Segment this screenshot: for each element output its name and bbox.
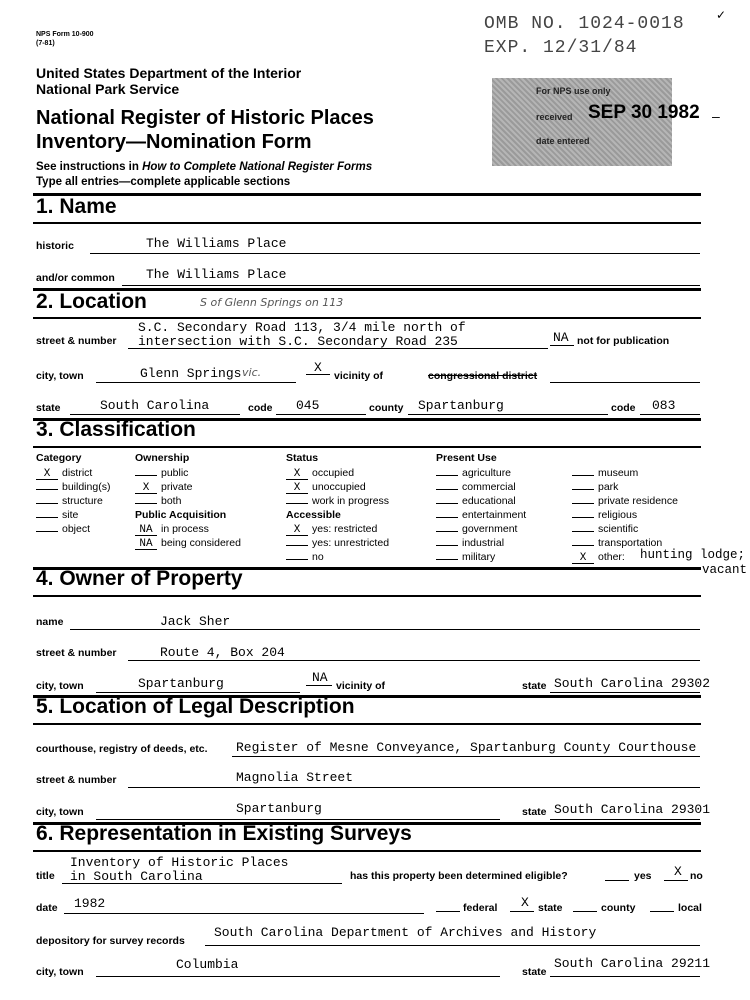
- county-value[interactable]: Spartanburg: [418, 398, 504, 413]
- eligible-question: has this property been determined eligible?: [350, 870, 568, 882]
- use-entertainment[interactable]: entertainment: [436, 508, 526, 522]
- common-label: and/or common: [36, 272, 115, 284]
- street-line-1[interactable]: S.C. Secondary Road 113, 3/4 mile north of: [138, 320, 466, 335]
- field-line: [122, 285, 700, 286]
- code-label: code: [248, 402, 273, 414]
- department: United States Department of the Interior: [36, 65, 302, 81]
- vicinity-label: vicinity of: [334, 370, 384, 382]
- category-structure[interactable]: structure: [36, 494, 110, 508]
- section-2-heading: 2. Location: [36, 290, 147, 313]
- section-rule: [33, 446, 701, 448]
- code2-value[interactable]: 083: [652, 398, 676, 413]
- service: National Park Service: [36, 81, 180, 97]
- other-value[interactable]: hunting lodge;: [640, 548, 746, 562]
- section-rule: [33, 317, 701, 319]
- ownership-public[interactable]: public: [135, 466, 241, 480]
- stamp-received-date: SEP 30 1982: [588, 102, 700, 123]
- owner-city-value[interactable]: Spartanburg: [138, 676, 224, 691]
- field-line: [96, 976, 500, 977]
- use-other[interactable]: X other:: [572, 550, 678, 564]
- field-line: [664, 880, 688, 881]
- ownership-list: [135, 466, 241, 550]
- form-title-1: National Register of Historic Places: [36, 107, 374, 129]
- field-line: [640, 414, 700, 415]
- section-rule: [33, 193, 701, 196]
- section-rule: [33, 595, 701, 597]
- field-line: [550, 976, 700, 977]
- section-4-heading: 4. Owner of Property: [36, 567, 243, 590]
- field-line: [96, 692, 300, 693]
- category-heading: Category: [36, 452, 82, 464]
- other-value-2[interactable]: vacant: [702, 563, 748, 577]
- status-occupied[interactable]: X occupied: [286, 466, 389, 480]
- instructions-2: Type all entries—complete applicable sections: [36, 176, 291, 188]
- field-line: [96, 819, 500, 820]
- field-line: [128, 348, 548, 349]
- instructions: See instructions in How to Complete National Register Forms: [36, 161, 373, 173]
- depository-value[interactable]: South Carolina Department of Archives and History: [214, 925, 597, 940]
- field-line: [205, 945, 700, 946]
- owner-name-label: name: [36, 616, 64, 628]
- ownership-both[interactable]: both: [135, 494, 241, 508]
- accessible-heading: Accessible: [286, 509, 341, 521]
- field-line: [306, 685, 332, 686]
- vicinity-mark[interactable]: X: [314, 360, 322, 375]
- local-survey-label: local: [678, 902, 702, 914]
- survey-title-label: title: [36, 870, 55, 882]
- historic-label: historic: [36, 240, 74, 252]
- legal-city-label: city, town: [36, 806, 84, 818]
- use-transportation[interactable]: transportation: [572, 536, 678, 550]
- section-3-heading: 3. Classification: [36, 418, 196, 441]
- owner-vicinity-label: vicinity of: [336, 680, 386, 692]
- use-private-residence[interactable]: private residence: [572, 494, 678, 508]
- county-label: county: [369, 402, 404, 414]
- form-number: NPS Form 10-900: [36, 31, 94, 38]
- city-handwritten: vic.: [242, 366, 262, 379]
- status-work-in-progress[interactable]: work in progress: [286, 494, 389, 508]
- historic-value[interactable]: The Williams Place: [146, 236, 287, 251]
- use-government[interactable]: government: [436, 522, 526, 536]
- handwritten-note: S of Glenn Springs on 113: [200, 296, 344, 309]
- field-line: [232, 756, 700, 757]
- status-unoccupied[interactable]: X unoccupied: [286, 480, 389, 494]
- field-line: [573, 911, 597, 912]
- use-industrial[interactable]: industrial: [436, 536, 526, 550]
- code-value[interactable]: 045: [296, 398, 320, 413]
- legal-street-label: street & number: [36, 774, 117, 786]
- stamp-received-label: received: [536, 112, 573, 122]
- eligible-yes-label: yes: [634, 870, 652, 882]
- owner-state-label: state: [522, 680, 547, 692]
- city-label: city, town: [36, 370, 84, 382]
- section-rule: [33, 850, 701, 852]
- survey-date-label: date: [36, 902, 58, 914]
- field-line: [550, 819, 700, 820]
- owner-name-value[interactable]: Jack Sher: [160, 614, 231, 629]
- eligible-no-label: no: [690, 870, 703, 882]
- category-district[interactable]: X district: [36, 466, 110, 480]
- field-line: [306, 374, 330, 375]
- legal-city-value[interactable]: Spartanburg: [236, 801, 322, 816]
- state-label: state: [36, 402, 61, 414]
- nfp-value[interactable]: NA: [553, 330, 569, 345]
- present-use-list-1: [436, 466, 526, 564]
- present-use-heading: Present Use: [436, 452, 497, 464]
- field-line: [510, 911, 534, 912]
- field-line: [436, 911, 460, 912]
- ownership-private[interactable]: X private: [135, 480, 241, 494]
- owner-street-value[interactable]: Route 4, Box 204: [160, 645, 285, 660]
- field-line: [550, 692, 700, 693]
- access-restricted[interactable]: X yes: restricted: [286, 522, 389, 536]
- category-list: [36, 466, 110, 536]
- use-museum[interactable]: museum: [572, 466, 678, 480]
- stamp-date-entered: date entered: [536, 136, 590, 146]
- legal-state-label: state: [522, 806, 547, 818]
- survey-city-label: city, town: [36, 966, 84, 978]
- field-line: [70, 629, 700, 630]
- nfp-label: not for publication: [577, 335, 670, 347]
- field-line: [550, 345, 574, 346]
- field-line: [62, 883, 342, 884]
- county-survey-label: county: [601, 902, 636, 914]
- category-site[interactable]: site: [36, 508, 110, 522]
- code2-label: code: [611, 402, 636, 414]
- ownership-heading: Ownership: [135, 452, 190, 464]
- survey-state-label: state: [522, 966, 547, 978]
- use-military[interactable]: military: [436, 550, 526, 564]
- survey-date-value[interactable]: 1982: [74, 896, 106, 911]
- field-line: [650, 911, 674, 912]
- street-label: street & number: [36, 335, 117, 347]
- field-line: [90, 253, 700, 254]
- acq-in-process[interactable]: NA in process: [135, 522, 241, 536]
- status-list: [286, 466, 389, 564]
- state-survey-mark[interactable]: X: [521, 895, 529, 910]
- stamp-dash: –: [712, 108, 720, 124]
- state-survey-label: state: [538, 902, 563, 914]
- use-scientific[interactable]: scientific: [572, 522, 678, 536]
- category-buildings[interactable]: building(s): [36, 480, 110, 494]
- courthouse-value[interactable]: Register of Mesne Conveyance, Spartanburg County Courthouse: [236, 740, 697, 755]
- form-title-2: Inventory—Nomination Form: [36, 131, 312, 153]
- use-religious[interactable]: religious: [572, 508, 678, 522]
- courthouse-label: courthouse, registry of deeds, etc.: [36, 743, 208, 755]
- field-line: [605, 880, 629, 881]
- legal-street-value[interactable]: Magnolia Street: [236, 770, 354, 785]
- section-5-heading: 5. Location of Legal Description: [36, 695, 355, 718]
- category-object[interactable]: object: [36, 522, 110, 536]
- survey-state-value[interactable]: South Carolina 29211: [554, 956, 711, 971]
- survey-city-value[interactable]: Columbia: [176, 957, 239, 972]
- congressional-district-label: congressional district: [428, 370, 538, 382]
- section-6-heading: 6. Representation in Existing Surveys: [36, 822, 412, 845]
- omb-number: OMB NO. 1024-0018: [484, 14, 685, 34]
- field-line: [128, 660, 700, 661]
- status-heading: Status: [286, 452, 319, 464]
- city-value[interactable]: Glenn Springs: [140, 366, 242, 381]
- omb-expiration: EXP. 12/31/84: [484, 38, 638, 58]
- field-line: [550, 382, 700, 383]
- legal-state-value[interactable]: South Carolina 29301: [554, 802, 711, 817]
- survey-title-line-1[interactable]: Inventory of Historic Places: [70, 855, 289, 870]
- stamp-for-use: For NPS use only: [536, 86, 611, 96]
- field-line: [276, 414, 366, 415]
- field-line: [408, 414, 608, 415]
- use-educational[interactable]: educational: [436, 494, 526, 508]
- use-agriculture[interactable]: agriculture: [436, 466, 526, 480]
- field-line: [70, 414, 240, 415]
- form-revision: (7-81): [36, 40, 55, 47]
- field-line: [96, 382, 296, 383]
- corner-mark: ✓: [716, 8, 727, 22]
- use-commercial[interactable]: commercial: [436, 480, 526, 494]
- section-1-heading: 1. Name: [36, 195, 117, 218]
- access-unrestricted[interactable]: yes: unrestricted: [286, 536, 389, 550]
- owner-street-label: street & number: [36, 647, 117, 659]
- state-value[interactable]: South Carolina: [100, 398, 210, 413]
- owner-city-label: city, town: [36, 680, 84, 692]
- acquisition-heading: Public Acquisition: [135, 509, 227, 521]
- access-no[interactable]: no: [286, 550, 389, 564]
- depository-label: depository for survey records: [36, 935, 185, 947]
- acq-being-considered[interactable]: NA being considered: [135, 536, 241, 550]
- eligible-no-mark[interactable]: X: [674, 864, 682, 879]
- field-line: [128, 787, 700, 788]
- use-park[interactable]: park: [572, 480, 678, 494]
- survey-title-line-2[interactable]: in South Carolina: [70, 869, 203, 884]
- field-line: [64, 913, 424, 914]
- section-rule: [33, 222, 701, 224]
- common-value[interactable]: The Williams Place: [146, 267, 287, 282]
- section-rule: [33, 723, 701, 725]
- street-line-2[interactable]: intersection with S.C. Secondary Road 235: [138, 334, 458, 349]
- federal-label: federal: [463, 902, 498, 914]
- owner-state-value[interactable]: South Carolina 29302: [554, 676, 711, 691]
- owner-vicinity-value[interactable]: NA: [312, 670, 328, 685]
